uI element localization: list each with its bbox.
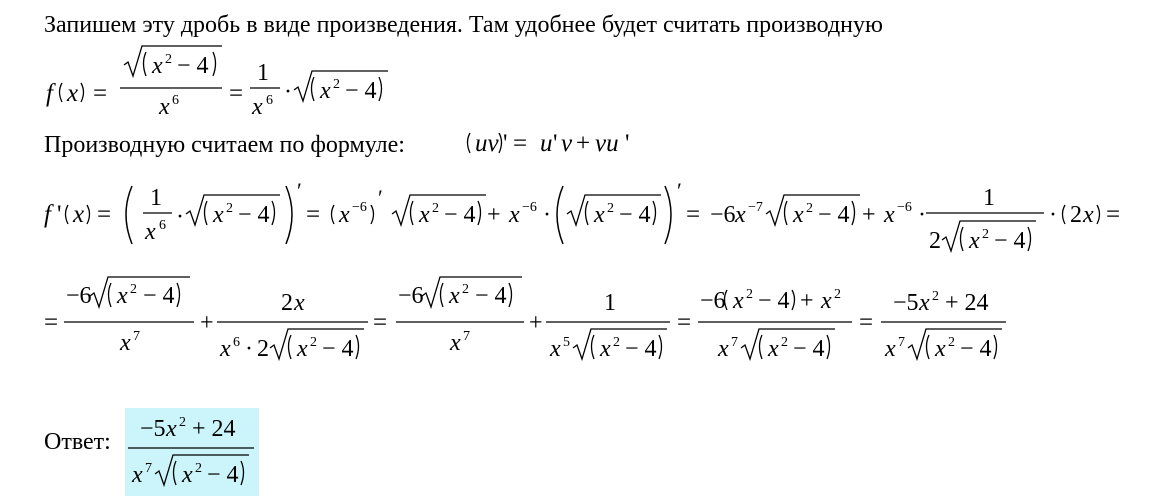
svg-text:2: 2 <box>462 282 469 297</box>
svg-text:x: x <box>821 288 832 314</box>
svg-text:+: + <box>576 130 591 157</box>
svg-text:x: x <box>969 228 980 254</box>
svg-text:x: x <box>793 202 804 228</box>
svg-text:v: v <box>561 130 573 157</box>
svg-text:f: f <box>44 201 51 228</box>
svg-text:x: x <box>509 202 520 228</box>
svg-text:2: 2 <box>781 335 788 350</box>
svg-text:2: 2 <box>130 282 137 297</box>
svg-text:+: + <box>529 310 543 336</box>
svg-text:x: x <box>145 219 156 245</box>
svg-text:− 4: − 4 <box>177 53 209 79</box>
svg-text:=: = <box>373 309 388 336</box>
svg-text:x: x <box>735 202 746 228</box>
intro-text: Запишем эту дробь в виде произведения. Там удобнее будет считать производную <box>44 12 883 38</box>
svg-text:x: x <box>120 330 131 356</box>
svg-text:−6: −6 <box>700 288 726 314</box>
svg-text:x: x <box>182 462 193 488</box>
svg-text:− 4: − 4 <box>758 288 790 314</box>
svg-text:− 4: − 4 <box>793 336 825 362</box>
svg-text:−5: −5 <box>893 290 919 316</box>
formula-label: Производную считаем по формуле: <box>44 132 405 158</box>
svg-text:− 4: − 4 <box>619 202 651 228</box>
svg-text:·: · <box>176 204 184 230</box>
svg-text:x: x <box>73 201 85 228</box>
svg-text:2: 2 <box>165 52 172 67</box>
svg-text:x: x <box>733 288 744 314</box>
svg-text:·: · <box>1049 202 1057 228</box>
svg-text:− 4: − 4 <box>475 283 507 309</box>
svg-text:x: x <box>152 53 163 79</box>
derivative-line-2 <box>44 277 1006 362</box>
svg-text:=: = <box>686 201 701 228</box>
svg-text:2: 2 <box>929 228 941 254</box>
svg-text:− 4: − 4 <box>444 202 476 228</box>
svg-text:−6: −6 <box>66 283 92 309</box>
svg-text:·: · <box>918 202 926 228</box>
svg-text:1: 1 <box>604 290 616 316</box>
svg-text:=: = <box>513 130 528 157</box>
f-definition-formula <box>46 46 388 120</box>
svg-text:2: 2 <box>948 335 955 350</box>
svg-text:1: 1 <box>983 185 995 211</box>
derivative-line-1 <box>44 178 1120 254</box>
svg-text:′: ′ <box>297 178 302 203</box>
svg-text:·: · <box>245 336 253 362</box>
svg-text:': ' <box>625 130 630 157</box>
svg-text:2: 2 <box>746 287 753 302</box>
svg-text:2: 2 <box>806 201 813 216</box>
svg-text:x: x <box>297 336 308 362</box>
svg-text:x: x <box>919 290 930 316</box>
answer-label: Ответ: <box>44 429 111 455</box>
svg-text:6: 6 <box>266 93 273 108</box>
svg-text:x: x <box>166 416 177 442</box>
svg-text:6: 6 <box>159 218 166 233</box>
svg-text:x: x <box>294 290 305 316</box>
svg-text:x: x <box>885 336 896 362</box>
svg-text:': ' <box>503 130 508 157</box>
svg-text:x: x <box>594 202 605 228</box>
svg-text:x: x <box>220 336 231 362</box>
svg-text:− 4: − 4 <box>143 283 175 309</box>
svg-text:x: x <box>67 80 79 107</box>
svg-text:−7: −7 <box>748 200 763 215</box>
svg-text:− 4: − 4 <box>818 202 850 228</box>
svg-text:+: + <box>200 310 214 336</box>
svg-text:x: x <box>132 462 143 488</box>
svg-text:x: x <box>1083 202 1094 228</box>
svg-text:=: = <box>859 309 874 336</box>
svg-text:−6: −6 <box>710 202 736 228</box>
svg-text:+ 24: + 24 <box>945 290 989 316</box>
svg-text:− 4: − 4 <box>238 202 270 228</box>
svg-text:=: = <box>1106 201 1121 228</box>
svg-text:+ 24: + 24 <box>192 416 236 442</box>
svg-text:+: + <box>862 202 876 228</box>
svg-text:=: = <box>306 201 321 228</box>
svg-text:− 4: − 4 <box>625 336 657 362</box>
svg-text:6: 6 <box>172 93 179 108</box>
svg-text:2: 2 <box>834 287 841 302</box>
svg-text:′: ′ <box>378 185 383 210</box>
svg-text:x: x <box>419 202 430 228</box>
svg-text:−6: −6 <box>897 200 912 215</box>
svg-text:vu: vu <box>595 130 619 157</box>
svg-text:=: = <box>44 309 59 336</box>
svg-text:2: 2 <box>281 290 293 316</box>
svg-text:7: 7 <box>145 461 152 476</box>
svg-text:2: 2 <box>432 201 439 216</box>
svg-text:x: x <box>449 283 460 309</box>
svg-text:2: 2 <box>179 415 186 430</box>
svg-text:5: 5 <box>563 335 570 350</box>
svg-text:=: = <box>677 309 692 336</box>
svg-text:1: 1 <box>150 185 162 211</box>
svg-text:=: = <box>229 80 244 107</box>
svg-text:7: 7 <box>898 335 905 350</box>
svg-text:2: 2 <box>1070 202 1082 228</box>
svg-text:− 4: − 4 <box>207 462 239 488</box>
svg-text:−6: −6 <box>398 283 424 309</box>
svg-text:·: · <box>284 79 292 105</box>
svg-text:7: 7 <box>133 329 140 344</box>
svg-text:·: · <box>543 202 551 228</box>
svg-text:2: 2 <box>333 77 340 92</box>
svg-text:+: + <box>487 202 501 228</box>
svg-text:x: x <box>550 336 561 362</box>
svg-text:2: 2 <box>613 335 620 350</box>
svg-text:2: 2 <box>226 201 233 216</box>
svg-text:−6: −6 <box>352 200 367 215</box>
svg-text:f: f <box>46 80 53 107</box>
svg-text:x: x <box>718 336 729 362</box>
svg-text:2: 2 <box>257 336 269 362</box>
svg-text:−5: −5 <box>140 416 166 442</box>
svg-text:− 4: − 4 <box>960 336 992 362</box>
svg-text:=: = <box>93 80 108 107</box>
svg-text:u: u <box>540 130 553 157</box>
svg-text:′: ′ <box>677 178 682 203</box>
svg-text:− 4: − 4 <box>322 336 354 362</box>
svg-text:7: 7 <box>731 335 738 350</box>
svg-text:1: 1 <box>257 60 269 86</box>
svg-text:6: 6 <box>233 335 240 350</box>
svg-text:uv: uv <box>475 130 499 157</box>
svg-text:2: 2 <box>310 335 317 350</box>
svg-text:−6: −6 <box>522 200 537 215</box>
svg-text:2: 2 <box>607 201 614 216</box>
svg-text:x: x <box>213 202 224 228</box>
svg-text:2: 2 <box>195 461 202 476</box>
product-rule-formula <box>468 130 630 157</box>
svg-text:x: x <box>884 202 895 228</box>
svg-text:2: 2 <box>932 289 939 304</box>
svg-text:− 4: − 4 <box>994 228 1026 254</box>
svg-text:7: 7 <box>463 329 470 344</box>
svg-text:x: x <box>450 330 461 356</box>
svg-text:': ' <box>57 201 62 228</box>
svg-text:x: x <box>935 336 946 362</box>
svg-text:=: = <box>97 201 112 228</box>
svg-text:x: x <box>320 78 331 104</box>
svg-text:x: x <box>159 94 170 120</box>
svg-text:x: x <box>600 336 611 362</box>
svg-text:2: 2 <box>982 227 989 242</box>
svg-text:x: x <box>768 336 779 362</box>
svg-text:x: x <box>339 202 350 228</box>
svg-text:': ' <box>553 130 558 157</box>
svg-text:+: + <box>800 288 814 314</box>
svg-text:x: x <box>252 94 263 120</box>
svg-text:x: x <box>117 283 128 309</box>
svg-text:− 4: − 4 <box>345 78 377 104</box>
